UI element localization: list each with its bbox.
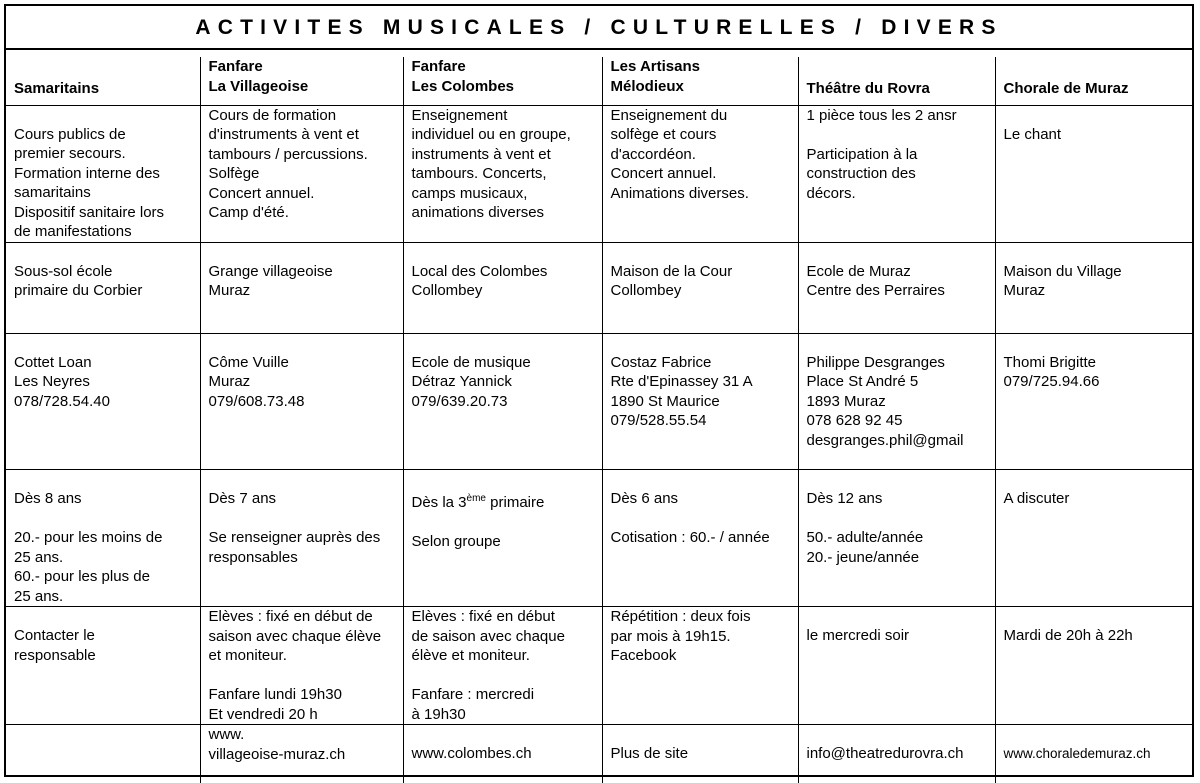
activities-cell-artisans: Enseignement du solfège et cours d'accordéon. Concert annuel. Animations diverses. (602, 105, 798, 242)
price-artisans: Cotisation : 60.- / année (610, 529, 770, 546)
activities-cell-samaritains: Cours publics de premier secours. Formation interne des samaritains Dispositif sanitaire lors de manifestations (6, 105, 200, 242)
age-villageoise: Dès 7 ans (208, 489, 277, 507)
contact-cell-villageoise: Côme Vuille Muraz 079/608.73.48 (200, 333, 403, 469)
schedule-cell-theatre: le mercredi soir (798, 607, 995, 725)
activities-cell-villageoise: Cours de formation d'instruments à vent et tambours / percussions. Solfège Concert annuel. Camp d'été. (200, 105, 403, 242)
column-header-chorale-muraz: Chorale de Muraz (995, 57, 1192, 105)
website-link-villageoise[interactable]: www. villageoise-muraz.ch (200, 725, 403, 783)
age-colombes: Dès la 3ème primaire (411, 492, 545, 511)
schedule-row (6, 607, 1192, 725)
activities-cell-chorale: Le chant (995, 105, 1192, 242)
activities-cell-colombes: Enseignement individuel ou en groupe, instruments à vent et tambours. Concerts, camps musicaux, animations diverses (403, 105, 602, 242)
age-theatre: Dès 12 ans (806, 489, 883, 507)
contact-row (6, 333, 1192, 469)
column-header-theatre-rovra: Théâtre du Rovra (798, 57, 995, 105)
location-row (6, 242, 1192, 333)
website-link-colombes[interactable]: www.colombes.ch (403, 725, 602, 783)
contact-cell-chorale: Thomi Brigitte 079/725.94.66 (995, 333, 1192, 469)
website-row (6, 725, 1192, 783)
column-header-artisans-melodieux: Les Artisans Mélodieux (602, 57, 798, 105)
activities-cell-theatre: 1 pièce tous les 2 ansr Participation à la construction des décors. (798, 105, 995, 242)
header-row (6, 57, 1192, 105)
age-artisans: Dès 6 ans (610, 489, 679, 507)
website-cell-samaritains (6, 725, 200, 783)
location-cell-chorale: Maison du Village Muraz (995, 242, 1192, 333)
contact-cell-theatre: Philippe Desgranges Place St André 5 1893 Muraz 078 628 92 45 desgranges.phil@gmail (798, 333, 995, 469)
location-cell-villageoise: Grange villageoise Muraz (200, 242, 403, 333)
schedule-cell-artisans: Répétition : deux fois par mois à 19h15. Facebook (602, 607, 798, 725)
location-cell-colombes: Local des Colombes Collombey (403, 242, 602, 333)
website-link-theatre[interactable]: info@theatredurovra.ch (798, 725, 995, 783)
schedule-cell-chorale: Mardi de 20h à 22h (995, 607, 1192, 725)
page-title: ACTIVITES MUSICALES / CULTURELLES / DIVERS (6, 6, 1192, 50)
age-chorale: A discuter (1003, 489, 1070, 507)
price-theatre: 50.- adulte/année 20.- jeune/année (806, 529, 924, 566)
age-and-price-row (6, 469, 1192, 607)
schedule-cell-colombes: Elèves : fixé en début de saison avec chaque élève et moniteur. Fanfare : mercredi à 19h30 (403, 607, 602, 725)
activities-row (6, 105, 1192, 242)
location-cell-artisans: Maison de la Cour Collombey (602, 242, 798, 333)
age-samaritains: Dès 8 ans (14, 489, 82, 507)
column-header-fanfare-villageoise: Fanfare La Villageoise (200, 57, 403, 105)
schedule-cell-villageoise: Elèves : fixé en début de saison avec chaque élève et moniteur. Fanfare lundi 19h30 Et vendredi 20 h (200, 607, 403, 725)
location-cell-theatre: Ecole de Muraz Centre des Perraires (798, 242, 995, 333)
location-cell-samaritains: Sous-sol école primaire du Corbier (6, 242, 200, 333)
column-header-fanfare-colombes: Fanfare Les Colombes (403, 57, 602, 105)
document-page (4, 4, 1194, 777)
contact-cell-colombes: Ecole de musique Détraz Yannick 079/639.20.73 (403, 333, 602, 469)
website-cell-artisans: Plus de site (602, 725, 798, 783)
price-colombes: Selon groupe (411, 533, 501, 550)
price-samaritains: 20.- pour les moins de 25 ans. 60.- pour les plus de 25 ans. (14, 529, 163, 605)
age-price-cell-artisans (602, 469, 798, 607)
activities-table (6, 57, 1192, 783)
contact-cell-artisans: Costaz Fabrice Rte d'Epinassey 31 A 1890 St Maurice 079/528.55.54 (602, 333, 798, 469)
age-price-cell-villageoise (200, 469, 403, 607)
price-villageoise: Se renseigner auprès des responsables (208, 529, 381, 566)
contact-cell-samaritains: Cottet Loan Les Neyres 078/728.54.40 (6, 333, 200, 469)
age-price-cell-colombes (403, 469, 602, 607)
website-link-chorale[interactable]: www.choraledemuraz.ch (995, 725, 1192, 783)
age-price-cell-samaritains (6, 469, 200, 607)
schedule-cell-samaritains: Contacter le responsable (6, 607, 200, 725)
column-header-samaritains: Samaritains (14, 80, 100, 97)
age-price-cell-chorale (995, 469, 1192, 607)
age-price-cell-theatre (798, 469, 995, 607)
